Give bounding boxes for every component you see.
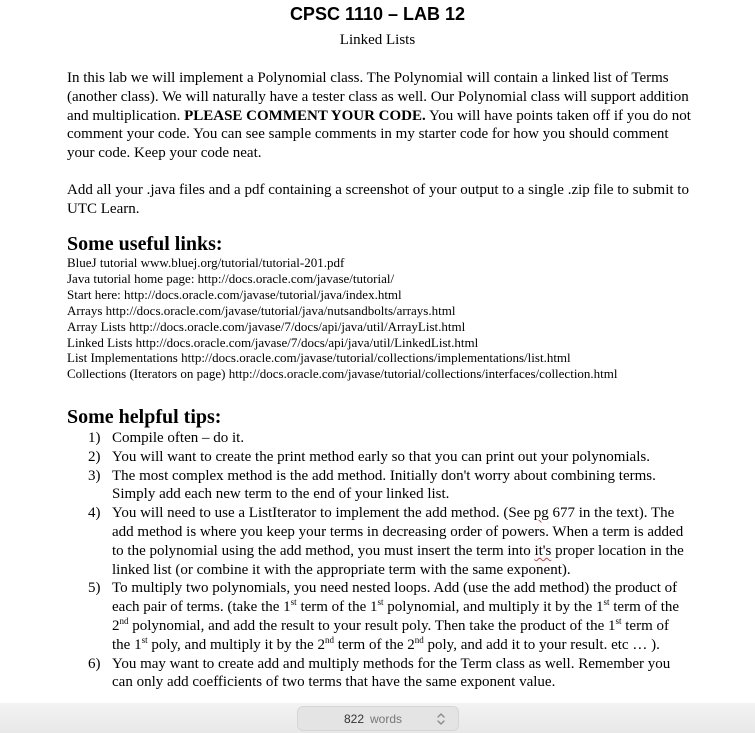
tip-item: 2) You will want to create the print method early so that you can print out your polynomials.	[88, 448, 650, 465]
spelling-flag[interactable]: pg	[533, 505, 549, 522]
word-count-label: words	[370, 712, 403, 726]
document-subtitle: Linked Lists	[339, 32, 416, 48]
word-count: 822	[344, 712, 365, 726]
tip-item: 4) You will need to use a ListIterator to implement the add method. (See pg 677 in the text). The add method is where you keep your terms in decreasing order of powers. When a term is added to the polynomial using the add method, you must insert the term into it's proper location in the linked list (or combine it with the appropriate term with the same exponent).	[88, 505, 684, 578]
link-item[interactable]: Start here: http://docs.oracle.com/javase/tutorial/java/index.html	[67, 286, 402, 302]
link-item[interactable]: Array Lists http://docs.oracle.com/javase/7/docs/api/java/util/ArrayList.html	[67, 318, 466, 334]
link-item[interactable]: Java tutorial home page: http://docs.oracle.com/javase/tutorial/	[67, 270, 395, 286]
tips-list	[88, 429, 688, 692]
links-list	[67, 255, 707, 382]
link-item[interactable]: List Implementations http://docs.oracle.com/javase/tutorial/collections/implementations/list.html	[67, 350, 571, 366]
submit-paragraph: Add all your .java files and a pdf containing a screenshot of your output to a single .zip file to submit to UTC Learn.	[67, 182, 689, 217]
link-item[interactable]: Arrays http://docs.oracle.com/javase/tutorial/java/nutsandbolts/arrays.html	[67, 302, 456, 318]
tip-item: 1) Compile often – do it.	[88, 430, 245, 446]
links-heading: Some useful links:	[67, 233, 223, 255]
intro-paragraph: In this lab we will implement a Polynomial class. The Polynomial will contain a linked list of Terms (another class). We will naturally have a tester class as well. Our Polynomial class will support addition and multiplication. PLEASE COMMENT YOUR CODE. You will have points taken off if you do not comment your code. You can see sample comments in my starter code for how you should comment your code. Keep your code neat.	[67, 70, 691, 162]
chevron-up-down-icon	[435, 711, 447, 727]
document-title: CPSC 1110 – LAB 12	[289, 4, 466, 24]
tips-heading: Some helpful tips:	[67, 406, 222, 428]
tip-item: 5) To multiply two polynomials, you need nested loops. Add (use the add method) the product of each pair of terms. (take the 1st term of the 1st polynomial, and multiply it by the 1st term of the 2nd polynomial, and add the result to your result poly. Then take the product of the 1st term of the 1st poly, and multiply it by the 2nd term of the 2nd poly, and add it to your result. etc … ).	[88, 580, 680, 653]
tip-item: 6) You may want to create add and multiply methods for the Term class as well. Remember you can only add coefficients of two terms that have the same exponent value.	[88, 655, 671, 691]
word-count-button[interactable]	[297, 706, 459, 731]
spelling-flag[interactable]: it's	[534, 542, 552, 559]
link-item[interactable]: BlueJ tutorial www.bluej.org/tutorial/tutorial-201.pdf	[67, 255, 345, 270]
comment-emphasis: PLEASE COMMENT YOUR CODE.	[184, 107, 426, 124]
link-item[interactable]: Linked Lists http://docs.oracle.com/javase/7/docs/api/java/util/LinkedList.html	[67, 334, 479, 350]
tip-item: 3) The most complex method is the add method. Initially don't worry about combining terms. Simply add each new term to the end of your linked list.	[88, 467, 656, 503]
link-item[interactable]: Collections (Iterators on page) http://docs.oracle.com/javase/tutorial/collections/interfaces/collection.html	[67, 366, 618, 382]
